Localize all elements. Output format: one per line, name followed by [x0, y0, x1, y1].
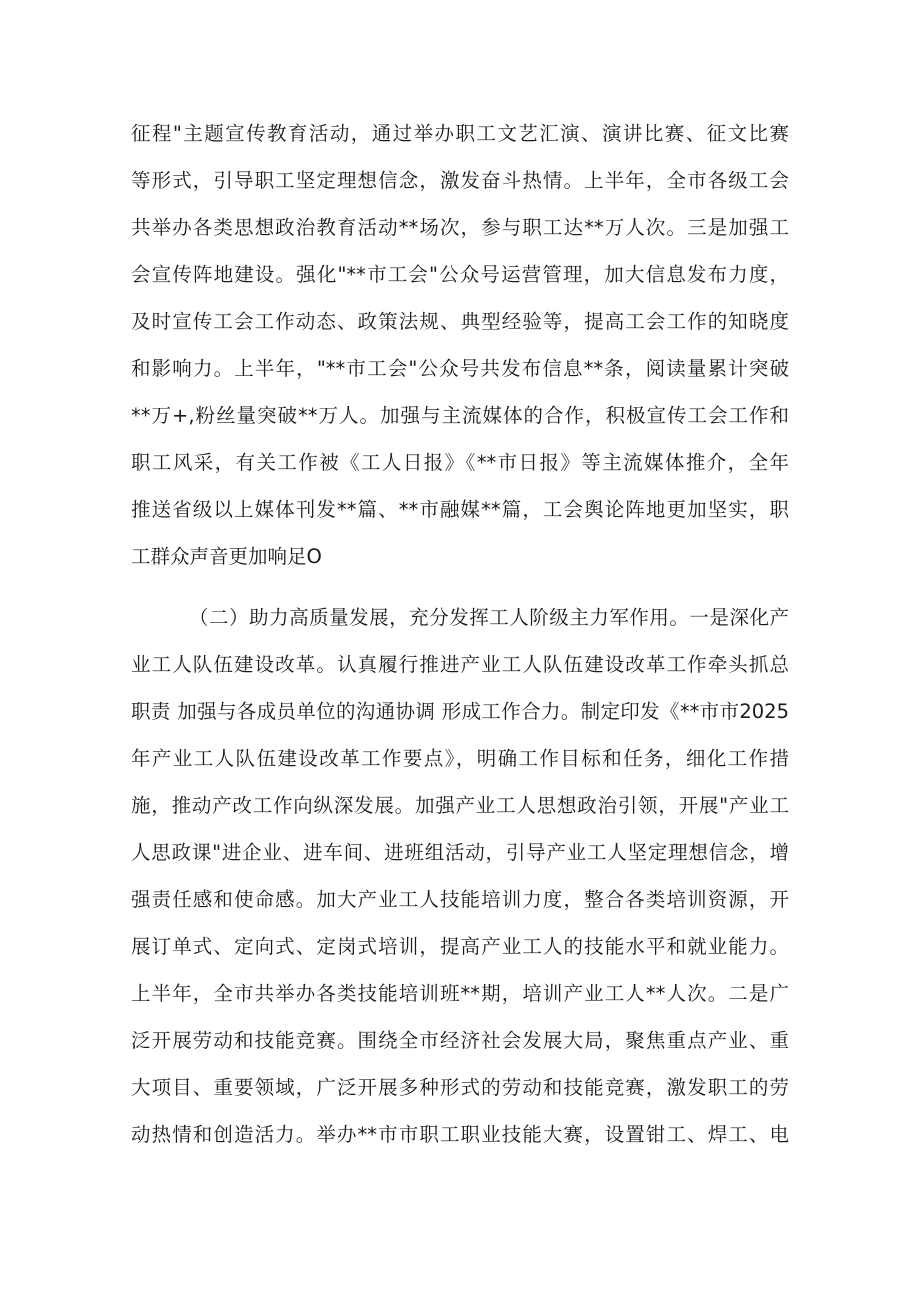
paragraph-1-line-2: 等形式，引导职工坚定理想信念，激发奋斗热情。上半年，全市各级工会 — [131, 169, 789, 192]
paragraph-2-line-9: 上半年，全市共举办各类技能培训班**期，培训产业工人**人次。二是广 — [131, 982, 789, 1005]
paragraph-2-line-2: 业工人队伍建设改革。认真履行推进产业工人队伍建设改革工作牵头抓总 — [131, 653, 789, 676]
paragraph-2-line-5: 施，推动产改工作向纵深发展。加强产业工人思想政治引领，开展"产业工 — [131, 794, 789, 817]
paragraph-1-line-8: 职工风采，有关工作被《工人日报》《**市日报》等主流媒体推介，全年 — [131, 451, 789, 474]
paragraph-2-line-7: 强责任感和使命感。加大产业工人技能培训力度，整合各类培训资源，开 — [131, 888, 789, 911]
paragraph-2-line-8: 展订单式、定向式、定岗式培训，提高产业工人的技能水平和就业能力。 — [131, 935, 789, 958]
paragraph-1-line-6: 和影响力。上半年，"**市工会"公众号共发布信息**条，阅读量累计突破 — [131, 357, 789, 380]
paragraph-2-line-3: 职责 加强与各成员单位的沟通协调 形成工作合力。制定印发《**市市2025 — [131, 700, 789, 723]
paragraph-2-line-12: 动热情和创造活力。举办**市市职工职业技能大赛，设置钳工、焊工、电 — [131, 1123, 789, 1146]
paragraph-1-line-4: 会宣传阵地建设。强化"**市工会"公众号运营管理，加大信息发布力度， — [131, 263, 789, 286]
paragraph-1-line-5: 及时宣传工会工作动态、政策法规、典型经验等，提高工会工作的知晓度 — [131, 310, 789, 333]
paragraph-1-line-10: 工群众声音更加响足O — [131, 545, 322, 568]
paragraph-1-line-7: **万+,粉丝量突破**万人。加强与主流媒体的合作，积极宣传工会工作和 — [131, 404, 789, 427]
paragraph-2-line-6: 人思政课"进企业、进车间、进班组活动，引导产业工人坚定理想信念，增 — [131, 841, 789, 864]
paragraph-2-line-11: 大项目、重要领域，广泛开展多种形式的劳动和技能竞赛，激发职工的劳 — [131, 1076, 789, 1099]
paragraph-2-line-1: （二）助力高质量发展，充分发挥工人阶级主力军作用。一是深化产 — [189, 606, 789, 629]
paragraph-2-line-10: 泛开展劳动和技能竞赛。围绕全市经济社会发展大局，聚焦重点产业、重 — [131, 1029, 789, 1052]
paragraph-1-line-3: 共举办各类思想政治教育活动**场次，参与职工达**万人次。三是加强工 — [131, 216, 789, 239]
paragraph-2-line-4: 年产业工人队伍建设改革工作要点》，明确工作目标和任务，细化工作措 — [131, 747, 789, 770]
paragraph-1-line-1: 征程"主题宣传教育活动，通过举办职工文艺汇演、演讲比赛、征文比赛 — [131, 122, 789, 145]
paragraph-1-line-9: 推送省级以上媒体刊发**篇、**市融媒**篇，工会舆论阵地更加坚实，职 — [131, 498, 789, 521]
